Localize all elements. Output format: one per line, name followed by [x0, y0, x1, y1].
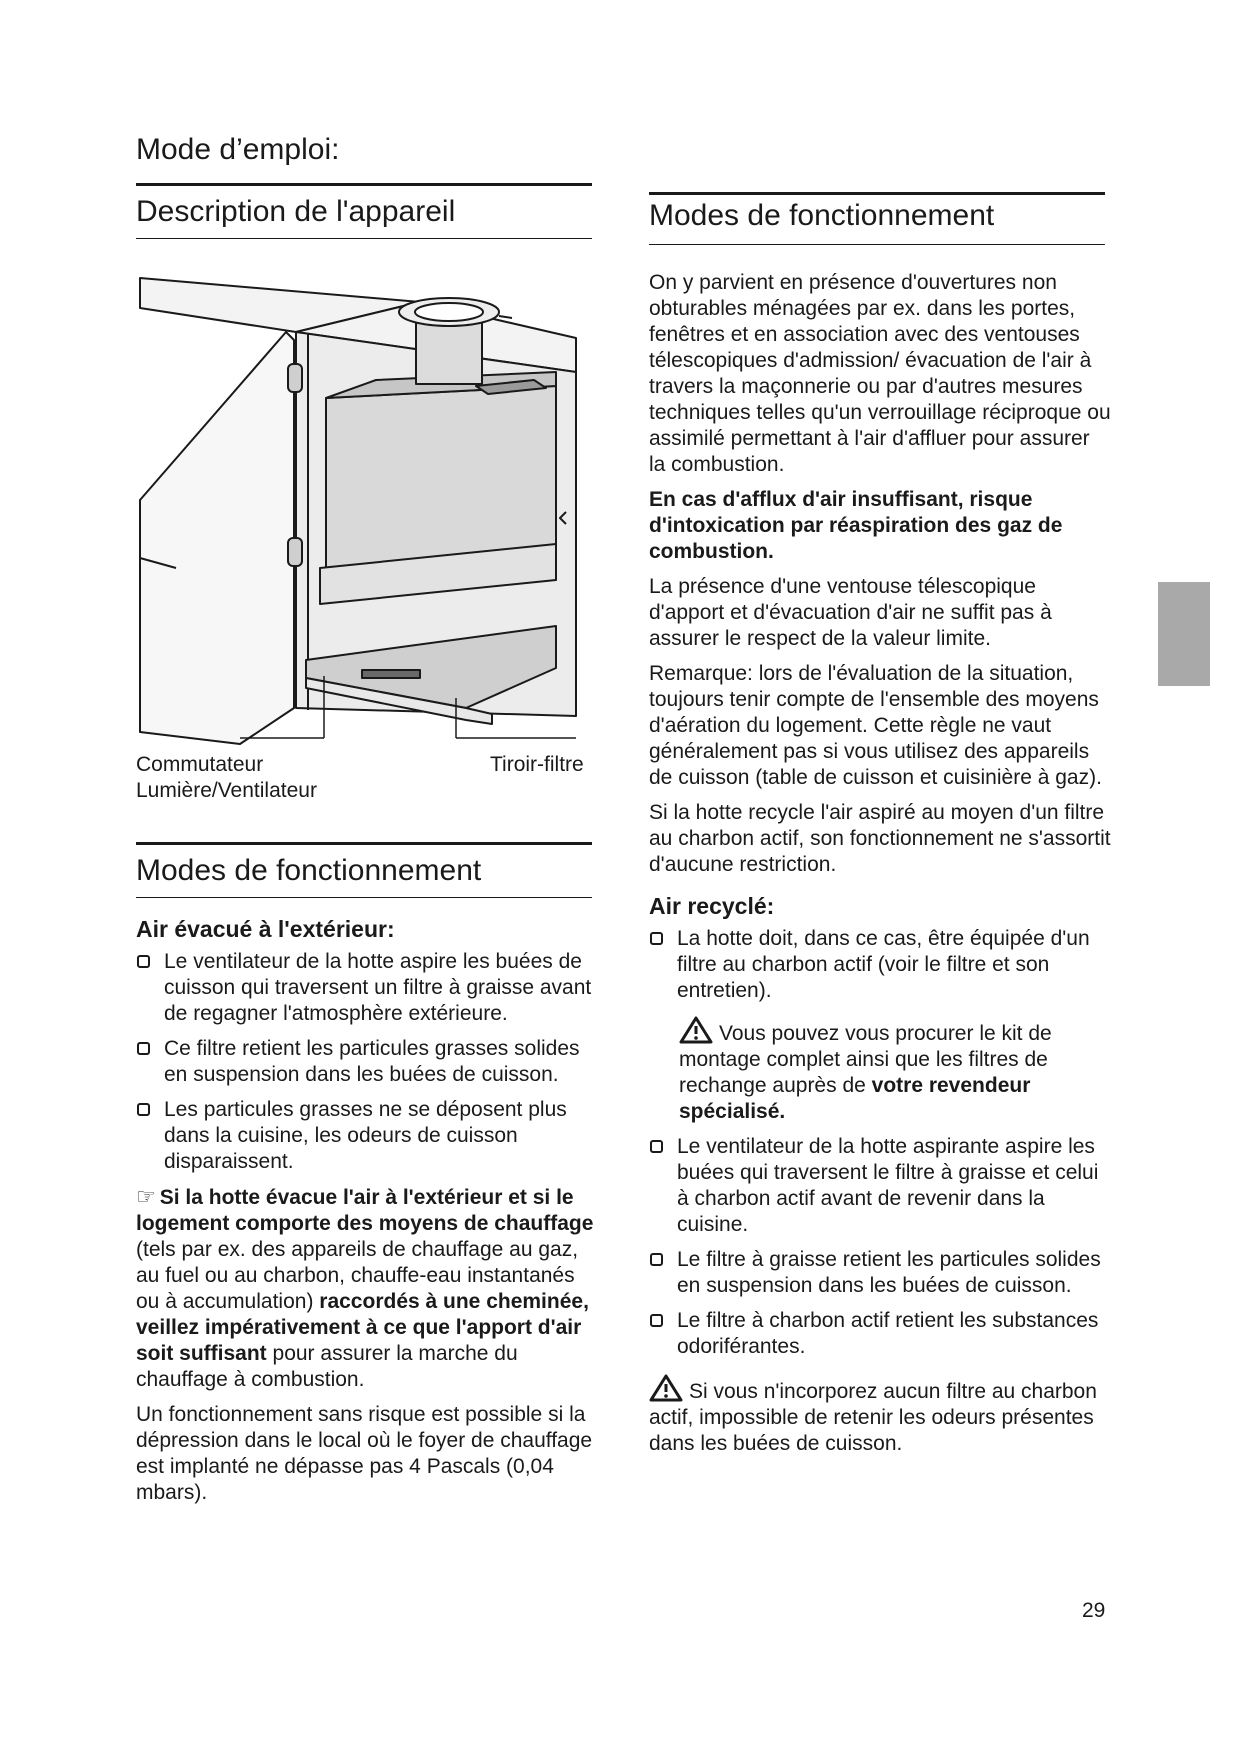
- checkbox-icon: [137, 1103, 150, 1116]
- warning-icon: [649, 1374, 683, 1402]
- telescopic-paragraph: La présence d'une ventouse télescopique d'apport et d'évacuation d'air ne suffit pas à assurer le respect de la valeur limite.: [649, 575, 1052, 650]
- list-item: Ce filtre retient les particules grasses solides en suspension dans les buées de cuisson.: [136, 1036, 598, 1088]
- checkbox-icon: [137, 955, 150, 968]
- checkbox-icon: [650, 1253, 663, 1266]
- list-item: La hotte doit, dans ce cas, être équipée d'un filtre au charbon actif (voir le filtre et son entretien).: [649, 926, 1111, 1004]
- right-rule-bottom: [649, 244, 1105, 245]
- openings-paragraph: On y parvient en présence d'ouvertures non obturables ménagées par ex. dans les portes, fenêtres et en association avec des ventouses télescopiques d'admission/ évacuation de l'air à travers la maçonnerie ou par d'autres mesures techniques telles qu'un verrouillage réciproque ou assimilé permettant à l'air d'affluer pour assurer la combustion.: [649, 271, 1111, 476]
- checkbox-icon: [650, 932, 663, 945]
- checkbox-icon: [137, 1042, 150, 1055]
- modes-rule-bottom: [136, 897, 592, 898]
- modes-title-left: Modes de fonctionnement: [136, 854, 482, 887]
- chapter-tab: [1158, 582, 1210, 686]
- kit-note: Vous pouvez vous procurer le kit de montage complet ainsi que les filtres de rechange auprès de votre revendeur spécialisé.: [649, 1016, 1111, 1125]
- description-rule: [136, 238, 592, 239]
- warning-icon: [679, 1016, 713, 1044]
- pointing-hand-icon: ☞: [136, 1184, 156, 1209]
- modes-rule-top: [136, 842, 592, 845]
- list-item: Le filtre à graisse retient les particules solides en suspension dans les buées de cuisson.: [649, 1247, 1111, 1299]
- caption-switch-line2: Lumière/Ventilateur: [136, 779, 317, 802]
- list-item: Le ventilateur de la hotte aspire les buées de cuisson qui traversent un filtre à graisse avant de regagner l'atmosphère extérieure.: [136, 949, 598, 1027]
- modes-title-right: Modes de fonctionnement: [649, 199, 995, 232]
- description-title: Description de l'appareil: [136, 195, 456, 228]
- right-text-column: [649, 270, 1111, 1466]
- left-text-column: [136, 915, 598, 1515]
- page-number: 29: [1082, 1599, 1106, 1622]
- risk-paragraph: Un fonctionnement sans risque est possible si la dépression dans le local où le foyer de chauffage est implanté ne dépasse pas 4 Pascals (0,04 mbars).: [136, 1403, 593, 1504]
- list-item: Le filtre à charbon actif retient les substances odoriférantes.: [649, 1308, 1111, 1360]
- remark-paragraph: Remarque: lors de l'évaluation de la situation, toujours tenir compte de l'ensemble des moyens d'aération du logement. Cette règle ne vaut généralement pas si vous utilisez des appareils de cuisson (table de cuisson et cuisinière à gaz).: [649, 662, 1102, 789]
- right-rule-top: [649, 192, 1105, 195]
- caption-filter: Tiroir-filtre: [490, 753, 584, 776]
- checkbox-icon: [650, 1314, 663, 1327]
- checkbox-icon: [650, 1140, 663, 1153]
- heating-note: ☞ Si la hotte évacue l'air à l'extérieur et si le logement comporte des moyens de chauffage (tels par ex. des appareils de chauffage au gaz, au fuel ou au charbon, chauffe-eau instantanés ou à accumulation) raccordés à une cheminée, veillez impérativement à ce que l'apport d'air soit suffisant pour assurer la marche du chauffage à combustion.: [136, 1184, 594, 1391]
- hood-illustration: [136, 268, 592, 748]
- list-item: Les particules grasses ne se déposent plus dans la cuisine, les odeurs de cuisson disparaissent.: [136, 1097, 598, 1175]
- air-out-title: Air évacué à l'extérieur:: [136, 916, 395, 942]
- no-filter-warning: Si vous n'incorporez aucun filtre au charbon actif, impossible de retenir les odeurs présentes dans les buées de cuisson.: [649, 1374, 1111, 1457]
- list-item: Le ventilateur de la hotte aspirante aspire les buées qui traversent le filtre à graisse et celui à charbon actif avant de revenir dans la cuisine.: [649, 1134, 1111, 1238]
- title-rule: [136, 183, 592, 186]
- caption-switch-line1: Commutateur: [136, 753, 264, 776]
- caption-switch: [136, 752, 317, 804]
- recycle-title: Air recyclé:: [649, 893, 775, 919]
- recycle-paragraph: Si la hotte recycle l'air aspiré au moyen d'un filtre au charbon actif, son fonctionnement ne s'assortit d'aucune restriction.: [649, 801, 1111, 876]
- page-title: Mode d’emploi:: [136, 133, 340, 166]
- intoxication-warning: En cas d'afflux d'air insuffisant, risque d'intoxication par réaspiration des gaz de combustion.: [649, 488, 1063, 563]
